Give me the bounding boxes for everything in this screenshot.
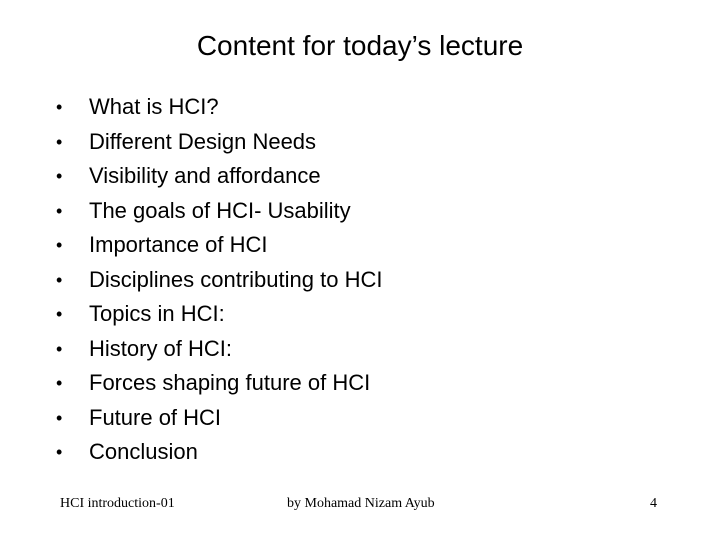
list-item (56, 194, 382, 229)
bullet-text: The goals of HCI- Usability (89, 197, 351, 223)
list-item (56, 228, 382, 263)
bullet-text: What is HCI? (89, 94, 219, 120)
list-item (56, 435, 382, 470)
list-item (56, 401, 382, 436)
bullet-text: Conclusion (89, 439, 198, 465)
bullet-icon: • (56, 166, 63, 187)
bullet-icon: • (56, 407, 63, 428)
bullet-list (56, 90, 382, 470)
footer-author: by Mohamad Nizam Ayub (287, 496, 435, 511)
slide-title: Content for today’s lecture (196, 30, 524, 61)
bullet-text: Topics in HCI: (89, 301, 225, 327)
bullet-text: Importance of HCI (89, 232, 268, 258)
list-item (56, 332, 382, 367)
footer-course-label: HCI introduction-01 (60, 496, 175, 511)
bullet-text: Visibility and affordance (89, 163, 321, 189)
list-item (56, 159, 382, 194)
bullet-icon: • (56, 200, 63, 221)
list-item (56, 263, 382, 298)
page-number: 4 (650, 496, 657, 511)
bullet-icon: • (56, 269, 63, 290)
bullet-icon: • (56, 131, 63, 152)
bullet-text: Future of HCI (89, 404, 222, 430)
bullet-icon: • (56, 235, 63, 256)
bullet-text: Different Design Needs (89, 128, 317, 154)
bullet-icon: • (56, 304, 63, 325)
list-item (56, 366, 382, 401)
bullet-icon: • (56, 338, 63, 359)
list-item (56, 297, 382, 332)
list-item (56, 90, 382, 125)
list-item (56, 125, 382, 160)
bullet-icon: • (56, 442, 63, 463)
bullet-icon: • (56, 97, 63, 118)
bullet-icon: • (56, 373, 63, 394)
bullet-text: History of HCI: (89, 335, 233, 361)
bullet-text: Forces shaping future of HCI (89, 370, 371, 396)
bullet-text: Disciplines contributing to HCI (89, 266, 383, 292)
